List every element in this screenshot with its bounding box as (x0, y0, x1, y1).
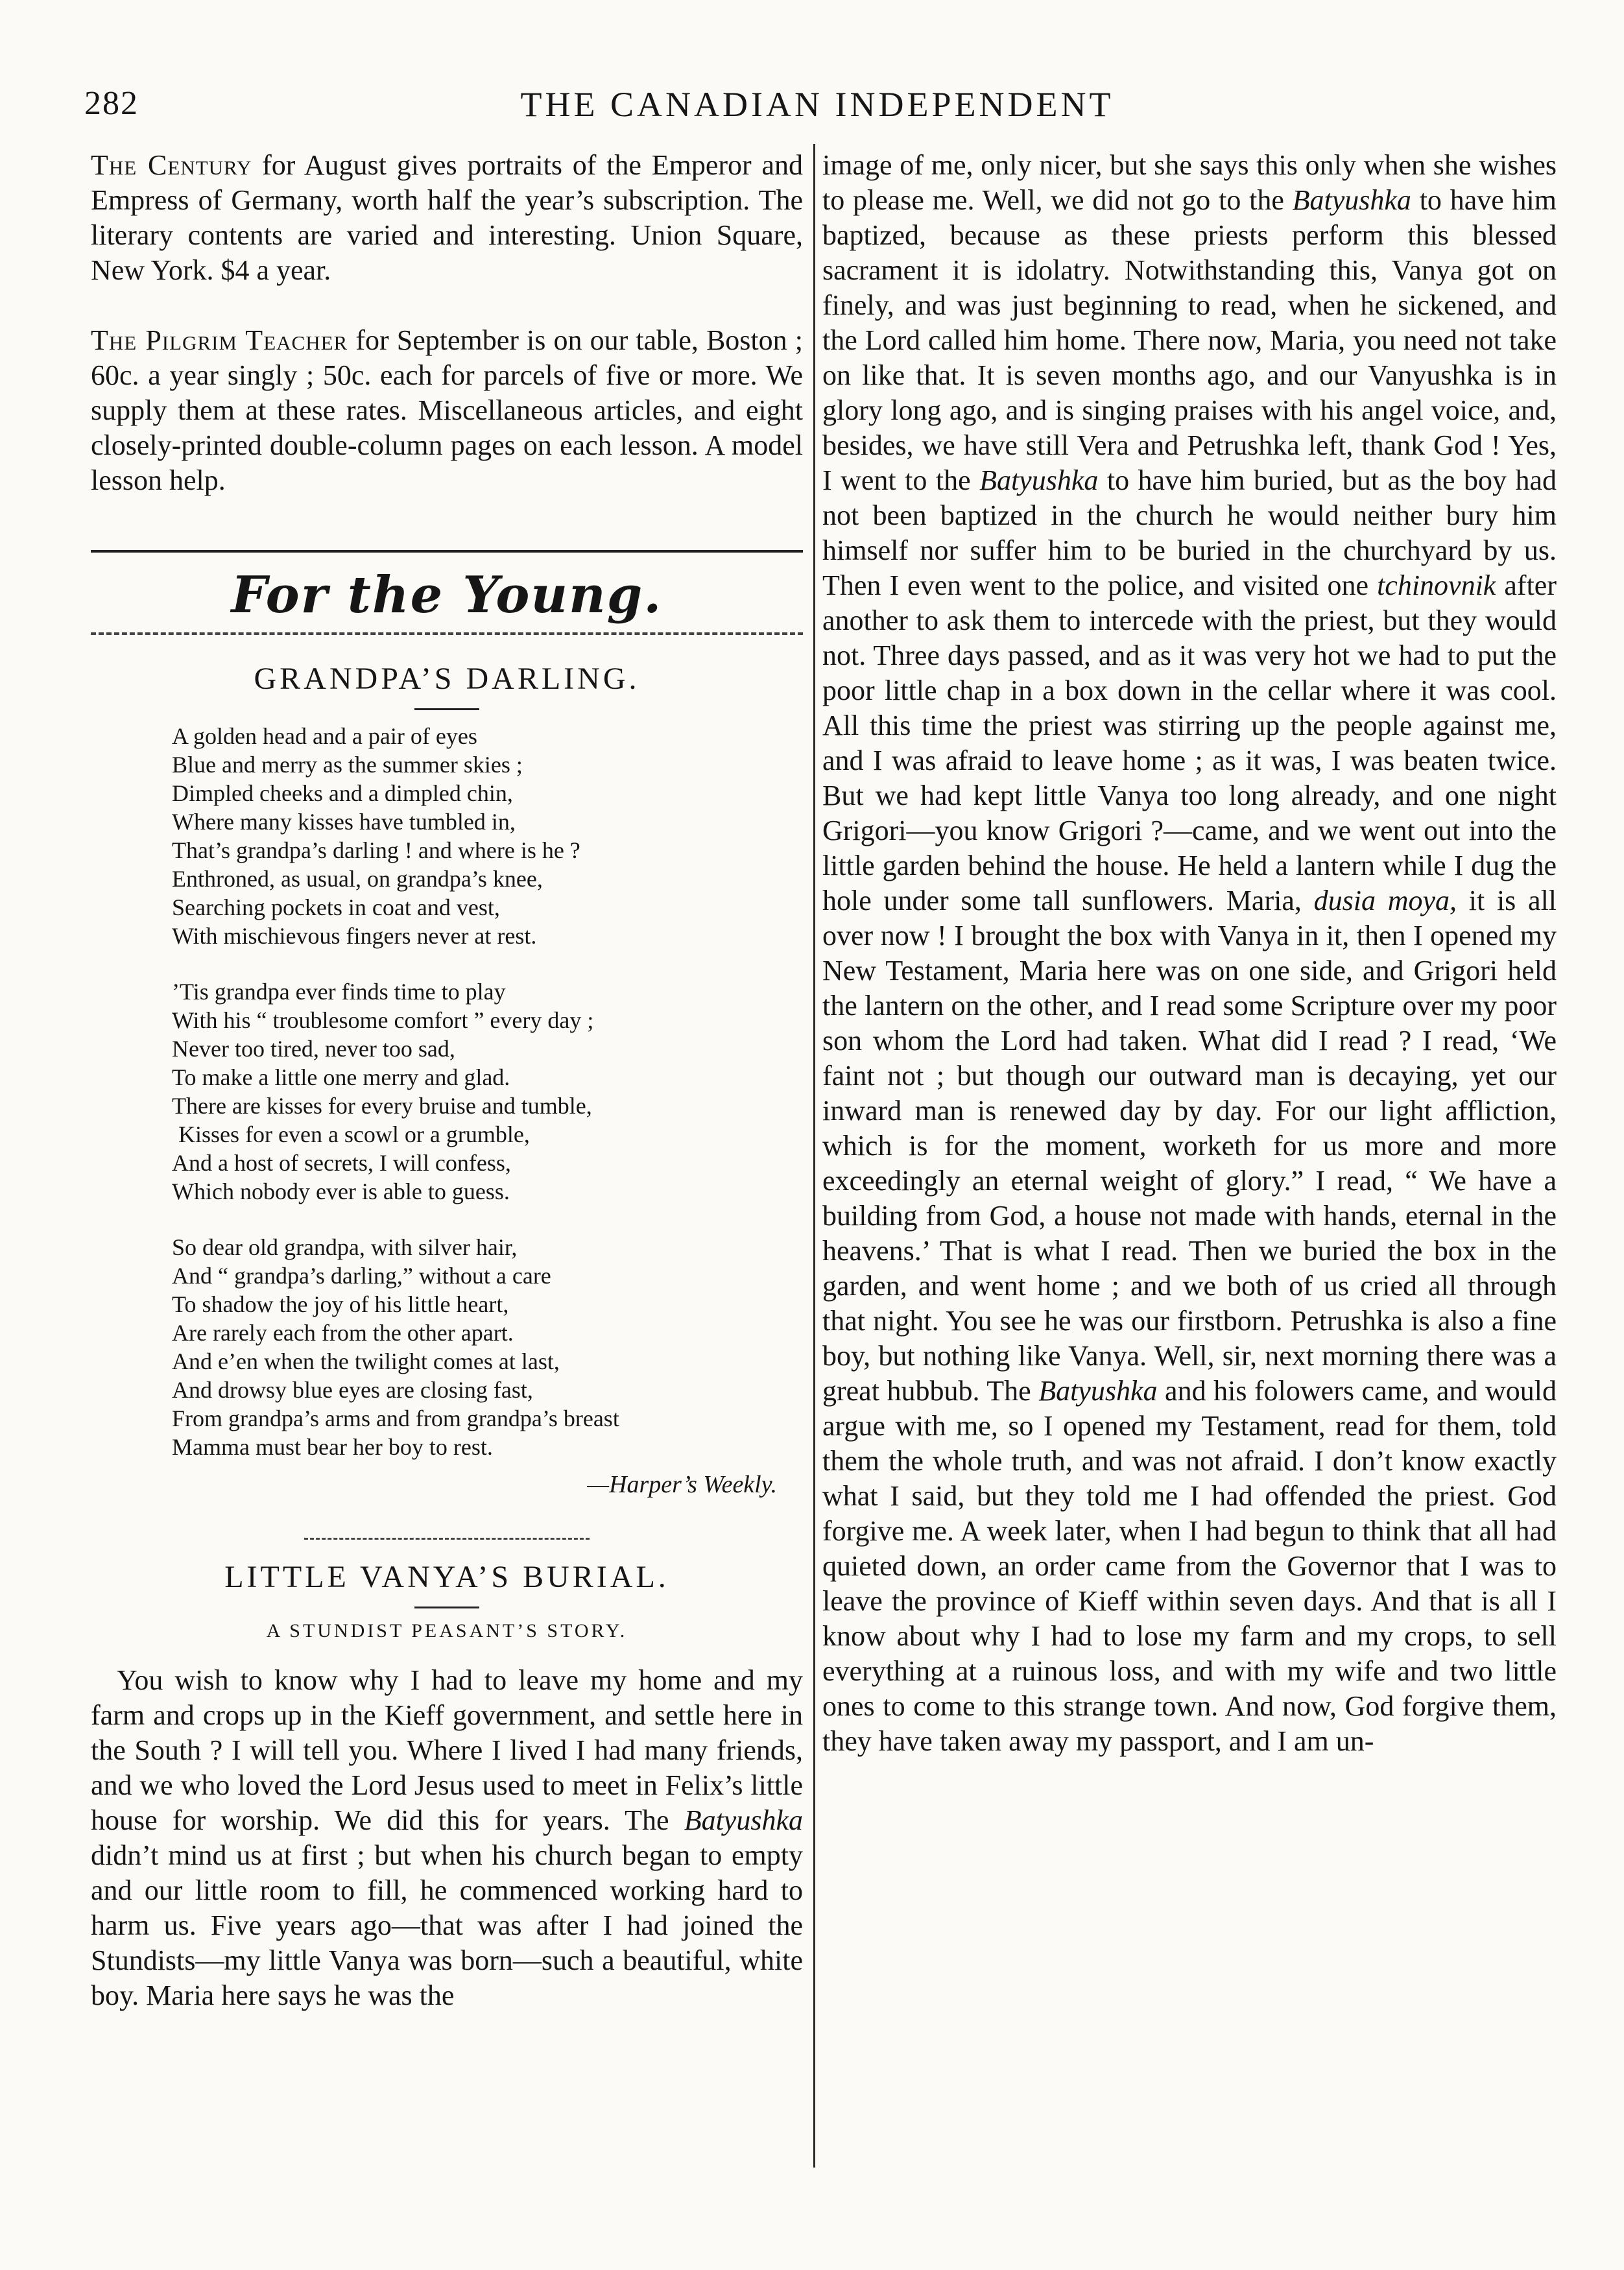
italic-term: Batyushka (684, 1804, 803, 1836)
page-number: 282 (84, 85, 139, 122)
story-text: didn’t mind us at first ; but when his church began to empty and our little room to fill, he commenced working hard to harm us. Five years ago—that was after I had joined the Stundists—my little Vanya was born—such a beautiful, white boy. Maria here says he was the (91, 1839, 803, 2011)
story-text: image of me, only nicer, but she says this only when she wishes to please me. Well, we did not go to the (822, 149, 1557, 216)
notice-text: for September is on our table, Boston ; 60c. a year singly ; 50c. each for parcels of five or more. We supply them at these rates. Miscellaneous articles, and eight closely-printed double-column pages on each lesson. A model lesson help. (91, 324, 803, 496)
poem-line: Never too tired, never too sad, (172, 1036, 455, 1062)
poem-line: And e’en when the twilight comes at last, (172, 1348, 560, 1374)
poem-line: So dear old grandpa, with silver hair, (172, 1234, 518, 1260)
story-text: it is all over now ! I brought the box with Vanya in it, then I opened my New Testament, Maria here was on one side, and Grigori held the lantern on the other, and I read some Scripture over my poor son whom the Lord had taken. What did I read ? I read, ‘We faint not ; but though our outward man is decaying, yet our inward man is renewed day by day. For our light affliction, which is for the moment, worketh for us more and more exceedingly an eternal weight of glory.” I read, “ We have a building from God, a house not made with hands, eternal in the heavens.’ That is what I read. Then we buried the box in the garden, and went home ; and we both of us cried all through that night. You see he was our firstborn. Petrushka is also a fine boy, but nothing like Vanya. Well, sir, next morning there was a great hubbub. The (822, 885, 1557, 1407)
poem-line: And drowsy blue eyes are closing fast, (172, 1377, 533, 1403)
poem-line: Searching pockets in coat and vest, (172, 894, 500, 920)
poem-stanza (172, 722, 803, 950)
story-text: after another to ask them to intercede with the priest, but they would not. Three days passed, and as it was very hot we had to put the poor little chap in a box down in the cellar where it was cool. All this time the priest was stirring up the people against me, and I was afraid to leave home ; as it was, I was beaten twice. But we had kept little Vanya too long already, and one night Grigori—you know Grigori ?—came, and we went out into the little garden behind the house. He held a lantern while I dug the hole under some tall sunflowers. Maria, (822, 569, 1557, 916)
italic-term: Batyushka (1038, 1375, 1158, 1407)
poem-line: Where many kisses have tumbled in, (172, 809, 516, 835)
poem-stanza (172, 977, 803, 1206)
poem-stanza (172, 1233, 803, 1461)
poem-credit: —Harper’s Weekly. (587, 1471, 777, 1498)
story-text: to have him baptized, because as these priests perform this blessed sacrament it is idolatry. Notwithstanding this, Vanya got on finely, and was just beginning to read, when he sickened, and the Lord called him home. There now, Maria, you need not take on like that. It is seven months ago, and our Vanyushka is in glory long ago, and is singing praises with his angel voice, and, besides, we have still Vera and Petrushka left, thank God ! Yes, I went to the (822, 184, 1557, 496)
notice-text: for August gives portraits of the Emperor and Empress of Germany, worth half the year’s subscription. The literary contents are varied and interesting. Union Square, New York. $4 a year. (91, 149, 803, 286)
story-paragraph-left (91, 1663, 803, 2013)
poem-line: To make a little one merry and glad. (172, 1064, 510, 1090)
poem-line: Mamma must bear her boy to rest. (172, 1434, 493, 1460)
story-text: to have him buried, but as the boy had not been baptized in the church he would neither bury him himself nor suffer him to be buried in the churchyard by us. Then I even went to the police, and visited one (822, 464, 1557, 601)
poem-line: With mischievous fingers never at rest. (172, 923, 537, 949)
section-dashed-rule (91, 632, 803, 635)
poem-line: There are kisses for every bruise and tumble, (172, 1093, 592, 1119)
poem-line: With his “ troublesome comfort ” every day ; (172, 1007, 594, 1033)
poem-line: And “ grandpa’s darling,” without a care (172, 1263, 551, 1289)
poem-body (172, 722, 803, 1499)
poem-line: That’s grandpa’s darling ! and where is he ? (172, 837, 580, 863)
notice-pilgrim-teacher (91, 323, 803, 498)
story-text: You wish to know why I had to leave my home and my farm and crops up in the Kieff government, and settle here in the South ? I will tell you. Where I lived I had many friends, and we who loved the Lord Jesus used to meet in Felix’s little house for worship. We did this for years. The (91, 1664, 803, 1836)
page-header (84, 84, 1550, 136)
story-subtitle: A STUNDIST PEASANT’S STORY. (266, 1620, 628, 1642)
story-dashed-rule (304, 1538, 590, 1540)
poem-title: GRANDPA’S DARLING. (254, 662, 640, 696)
poem-line: Which nobody ever is able to guess. (172, 1178, 510, 1204)
story-paragraph-right (822, 148, 1557, 1759)
right-column (822, 148, 1557, 2231)
notice-century (91, 148, 803, 288)
poem-line: From grandpa’s arms and from grandpa’s breast (172, 1405, 619, 1431)
left-column (91, 148, 803, 2231)
italic-term: dusia moya, (1313, 885, 1457, 916)
poem-line: Are rarely each from the other apart. (172, 1320, 514, 1346)
section-heading: For the Young. (231, 566, 663, 625)
column-divider (813, 144, 815, 2168)
poem-line: To shadow the joy of his little heart, (172, 1291, 509, 1317)
italic-term: Batyushka (979, 464, 1099, 496)
journal-title: THE CANADIAN INDEPENDENT (520, 85, 1114, 124)
magazine-name: The Pilgrim Teacher (91, 324, 348, 356)
poem-line: Blue and merry as the summer skies ; (172, 752, 523, 778)
poem-line: Kisses for even a scowl or a grumble, (178, 1121, 530, 1147)
poem-line: ’Tis grandpa ever finds time to play (172, 979, 506, 1005)
poem-line: Dimpled cheeks and a dimpled chin, (172, 780, 513, 806)
magazine-name: The Century (91, 149, 252, 181)
title-rule (414, 708, 479, 710)
italic-term: Batyushka (1292, 184, 1411, 216)
story-title: LITTLE VANYA’S BURIAL. (224, 1560, 669, 1594)
section-rule (91, 550, 803, 553)
story-text: and his folowers came, and would argue with me, so I opened my Testament, read for them, told them the whole truth, and was not afraid. I don’t know exactly what I said, but they told me I had offended the priest. God forgive me. A week later, when I had begun to think that all had quieted down, an order came from the Governor that I was to leave the province of Kieff within seven days. And that is all I know about why I had to lose my farm and my crops, to sell everything at a ruinous loss, and with my wife and two little ones to come to this strange town. And now, God forgive them, they have taken away my passport, and I am un- (822, 1375, 1557, 1757)
title-rule (414, 1607, 479, 1608)
italic-term: tchinovnik (1377, 569, 1496, 601)
poem-line: A golden head and a pair of eyes (172, 723, 477, 749)
poem-line: And a host of secrets, I will confess, (172, 1150, 511, 1176)
poem-line: Enthroned, as usual, on grandpa’s knee, (172, 866, 543, 892)
